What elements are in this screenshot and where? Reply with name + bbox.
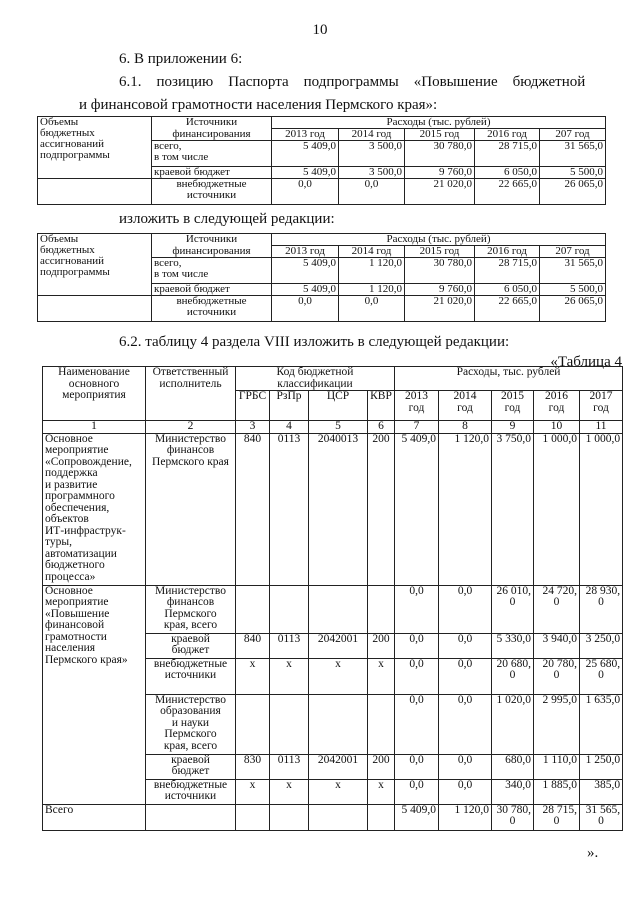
responsible: внебюджетные источники: [146, 658, 236, 694]
grbs: 840: [236, 633, 270, 658]
grbs: 830: [236, 754, 270, 779]
source-cell: краевой бюджет: [152, 167, 272, 179]
responsible: краевой бюджет: [146, 754, 236, 779]
year-cell: 2015 год: [405, 129, 475, 141]
value-cell: 5 409,0: [272, 258, 339, 284]
value-cell: 1 635,0: [580, 694, 623, 754]
header-year: 2015 год: [492, 391, 534, 421]
col-num: 8: [439, 421, 492, 434]
total-label: Всего: [43, 804, 146, 830]
value-cell: 5 409,0: [272, 167, 339, 179]
value-cell: 0,0: [395, 754, 439, 779]
header-year: 2013 год: [395, 391, 439, 421]
value-cell: 1 120,0: [339, 258, 405, 284]
kvr: х: [368, 658, 395, 694]
source-header-2: финансирования: [152, 129, 272, 141]
year-cell: 2014 год: [339, 129, 405, 141]
responsible: Министерство финансов Пермского края: [146, 433, 236, 585]
source-header: Источники: [152, 117, 272, 129]
col-num: 5: [309, 421, 368, 434]
rzpr: 0113: [270, 754, 309, 779]
kvr: 200: [368, 633, 395, 658]
year-cell: 2013 год: [272, 246, 339, 258]
header-responsible: Ответственный исполнитель: [146, 367, 236, 421]
passport-table-new: [37, 233, 606, 322]
csr: 2040013: [309, 433, 368, 585]
value-cell: 28 715,0: [475, 141, 540, 167]
source-header: Источники: [152, 234, 272, 246]
header-expenses: Расходы, тыс. рублей: [395, 367, 623, 391]
value-cell: 0,0: [395, 633, 439, 658]
section-title: 6. В приложении 6:: [119, 51, 243, 67]
value-cell: 20 780, 0: [534, 658, 580, 694]
value-cell: 5 409,0: [272, 284, 339, 296]
value-cell: 1 000,0: [580, 433, 623, 585]
value-cell: 1 000,0: [534, 433, 580, 585]
csr: х: [309, 658, 368, 694]
value-cell: 0,0: [439, 585, 492, 633]
value-cell: 2 995,0: [534, 694, 580, 754]
header-name: Наименование основного мероприятия: [43, 367, 146, 421]
value-cell: 31 565,0: [540, 141, 606, 167]
passport-label: Объемы бюджетных ассигнований подпрограммы: [38, 117, 152, 179]
csr: 2042001: [309, 754, 368, 779]
replace-text: изложить в следующей редакции:: [119, 211, 335, 227]
col-num: 3: [236, 421, 270, 434]
value-cell: 385,0: [580, 779, 623, 804]
value-cell: 25 680, 0: [580, 658, 623, 694]
page-number: 10: [312, 22, 328, 38]
header-year: 2017 год: [580, 391, 623, 421]
source-cell: всего, в том числе: [152, 141, 272, 167]
value-cell: 3 500,0: [339, 141, 405, 167]
header-year: 2016 год: [534, 391, 580, 421]
value-cell: 0,0: [439, 694, 492, 754]
value-cell: 31 565,0: [540, 258, 606, 284]
activity-name: Основное мероприятие «Сопровождение, поддержка и развитие программного обеспечения, объектов ИТ-инфраструк- туры, автоматизации бюджетного процесса»: [43, 433, 146, 585]
grbs: х: [236, 779, 270, 804]
rzpr: 0113: [270, 633, 309, 658]
subsection-6-1-line1: 6.1. позицию Паспорта подпрограммы «Повышение бюджетной: [119, 74, 586, 90]
value-cell: 24 720, 0: [534, 585, 580, 633]
value-cell: 21 020,0: [405, 179, 475, 205]
total-value: 5 409,0: [395, 804, 439, 830]
value-cell: 0,0: [339, 296, 405, 322]
value-cell: 0,0: [272, 296, 339, 322]
value-cell: 0,0: [439, 658, 492, 694]
total-value: 30 780, 0: [492, 804, 534, 830]
value-cell: 0,0: [395, 779, 439, 804]
value-cell: 0,0: [395, 694, 439, 754]
header-csr: ЦСР: [309, 391, 368, 421]
activity-name: Основное мероприятие «Повышение финансовой грамотности населения Пермского края»: [43, 585, 146, 804]
header-code: Код бюджетной классификации: [236, 367, 395, 391]
grbs: 840: [236, 433, 270, 585]
col-num: 11: [580, 421, 623, 434]
col-num: 4: [270, 421, 309, 434]
value-cell: 9 760,0: [405, 284, 475, 296]
col-num: 10: [534, 421, 580, 434]
value-cell: 28 715,0: [475, 258, 540, 284]
responsible: внебюджетные источники: [146, 779, 236, 804]
source-cell: внебюджетные источники: [152, 296, 272, 322]
value-cell: 20 680, 0: [492, 658, 534, 694]
expenses-header: Расходы (тыс. рублей): [272, 234, 606, 246]
value-cell: 1 020,0: [492, 694, 534, 754]
value-cell: 3 500,0: [339, 167, 405, 179]
year-cell: 2014 год: [339, 246, 405, 258]
source-cell: всего, в том числе: [152, 258, 272, 284]
col-num: 6: [368, 421, 395, 434]
year-cell: 2013 год: [272, 129, 339, 141]
year-cell: 2016 год: [475, 129, 540, 141]
value-cell: 5 500,0: [540, 284, 606, 296]
value-cell: 5 500,0: [540, 167, 606, 179]
value-cell: 5 330,0: [492, 633, 534, 658]
source-cell: внебюджетные источники: [152, 179, 272, 205]
total-value: 31 565, 0: [580, 804, 623, 830]
value-cell: 1 120,0: [439, 433, 492, 585]
value-cell: 26 010, 0: [492, 585, 534, 633]
table-4: [42, 366, 623, 831]
header-grbs: ГРБС: [236, 391, 270, 421]
value-cell: 0,0: [272, 179, 339, 205]
value-cell: 5 409,0: [395, 433, 439, 585]
value-cell: 6 050,0: [475, 284, 540, 296]
value-cell: 22 665,0: [475, 296, 540, 322]
passport-label: Объемы бюджетных ассигнований подпрограммы: [38, 234, 152, 296]
value-cell: 0,0: [339, 179, 405, 205]
header-rzpr: РзПр: [270, 391, 309, 421]
col-num: 1: [43, 421, 146, 434]
value-cell: 5 409,0: [272, 141, 339, 167]
total-value: 28 715, 0: [534, 804, 580, 830]
subsection-6-1-line2: и финансовой грамотности населения Пермского края»:: [79, 97, 438, 113]
responsible: Министерство финансов Пермского края, всего: [146, 585, 236, 633]
csr: 2042001: [309, 633, 368, 658]
source-header-2: финансирования: [152, 246, 272, 258]
year-cell: 2015 год: [405, 246, 475, 258]
csr: х: [309, 779, 368, 804]
value-cell: 3 250,0: [580, 633, 623, 658]
value-cell: 26 065,0: [540, 179, 606, 205]
expenses-header: Расходы (тыс. рублей): [272, 117, 606, 129]
value-cell: 0,0: [439, 779, 492, 804]
col-num: 9: [492, 421, 534, 434]
value-cell: 0,0: [395, 658, 439, 694]
responsible: краевой бюджет: [146, 633, 236, 658]
value-cell: 3 750,0: [492, 433, 534, 585]
value-cell: 1 885,0: [534, 779, 580, 804]
year-cell: 2016 год: [475, 246, 540, 258]
source-cell: краевой бюджет: [152, 284, 272, 296]
value-cell: 26 065,0: [540, 296, 606, 322]
value-cell: 21 020,0: [405, 296, 475, 322]
rzpr: х: [270, 779, 309, 804]
value-cell: 28 930, 0: [580, 585, 623, 633]
kvr: х: [368, 779, 395, 804]
value-cell: 1 110,0: [534, 754, 580, 779]
value-cell: 3 940,0: [534, 633, 580, 658]
total-value: 1 120,0: [439, 804, 492, 830]
kvr: 200: [368, 754, 395, 779]
grbs: х: [236, 658, 270, 694]
kvr: 200: [368, 433, 395, 585]
closing-quote: ».: [587, 845, 599, 861]
value-cell: 22 665,0: [475, 179, 540, 205]
value-cell: 9 760,0: [405, 167, 475, 179]
year-cell: 207 год: [540, 246, 606, 258]
rzpr: 0113: [270, 433, 309, 585]
value-cell: 6 050,0: [475, 167, 540, 179]
value-cell: 1 120,0: [339, 284, 405, 296]
value-cell: 30 780,0: [405, 141, 475, 167]
value-cell: 340,0: [492, 779, 534, 804]
rzpr: х: [270, 658, 309, 694]
value-cell: 680,0: [492, 754, 534, 779]
passport-table-old: [37, 116, 606, 205]
table-caption: «Таблица 4: [550, 354, 622, 370]
header-year: 2014 год: [439, 391, 492, 421]
value-cell: 0,0: [439, 633, 492, 658]
year-cell: 207 год: [540, 129, 606, 141]
value-cell: 30 780,0: [405, 258, 475, 284]
value-cell: 1 250,0: [580, 754, 623, 779]
col-num: 7: [395, 421, 439, 434]
value-cell: 0,0: [439, 754, 492, 779]
col-num: 2: [146, 421, 236, 434]
value-cell: 0,0: [395, 585, 439, 633]
subsection-6-2: 6.2. таблицу 4 раздела VIII изложить в следующей редакции:: [119, 334, 510, 350]
header-kvr: КВР: [368, 391, 395, 421]
responsible: Министерство образования и науки Пермского края, всего: [146, 694, 236, 754]
